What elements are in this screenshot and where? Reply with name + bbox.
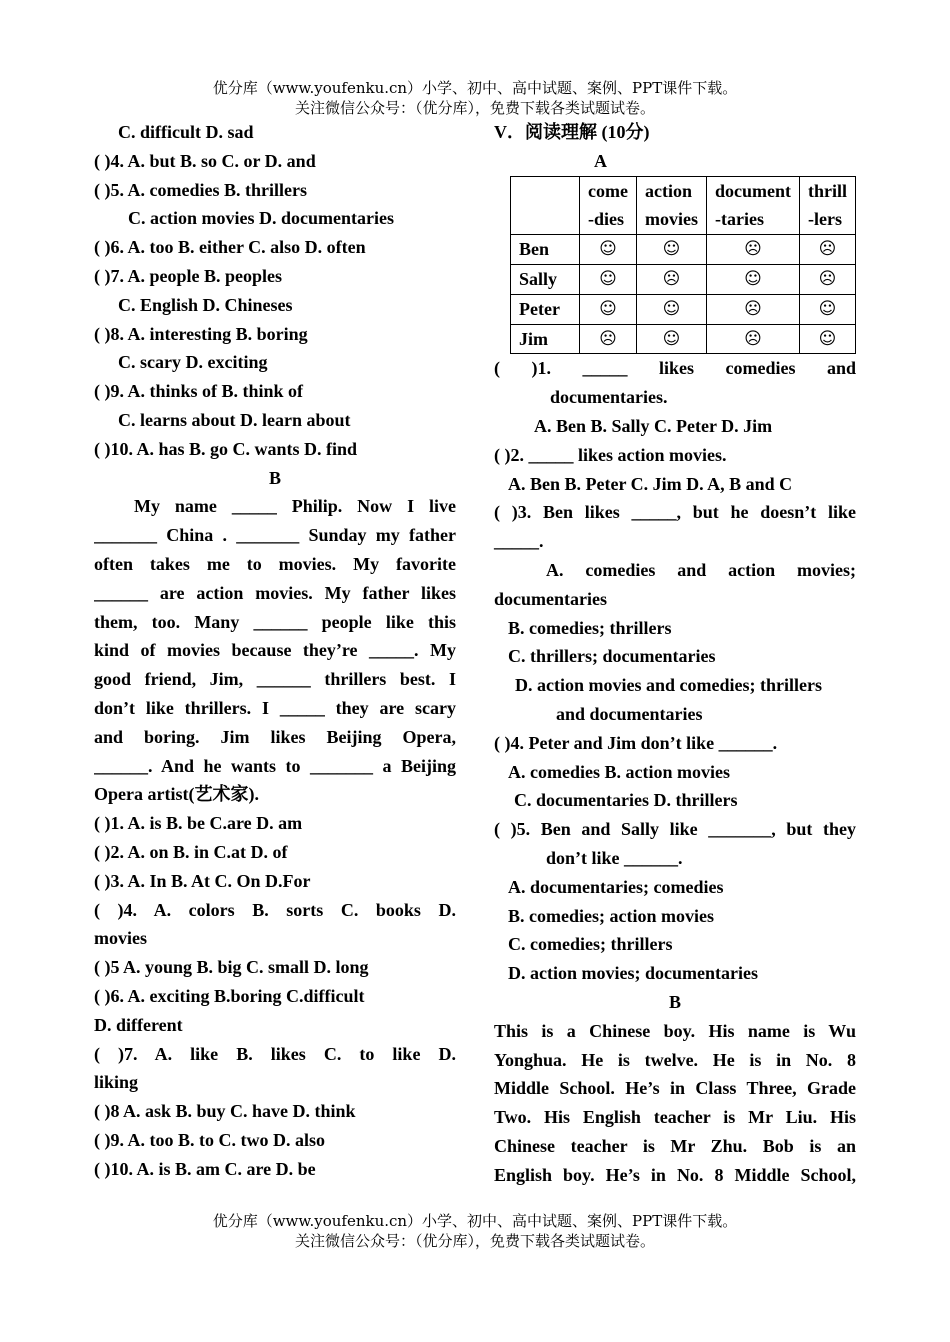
question-line: ( )8 A. ask B. buy C. have D. think xyxy=(94,1101,356,1122)
question-option-line: A. comedies and action movies; xyxy=(546,559,856,580)
passage-line: Chinese teacher is Mr Zhu. Bob is an xyxy=(494,1135,856,1156)
question-line: ( )6. A. too B. either C. also D. often xyxy=(94,237,366,258)
question-line: ( )2. A. on B. in C.at D. of xyxy=(94,841,288,862)
question-line: ( )3. A. In B. At C. On D.For xyxy=(94,870,311,891)
question-line: don’t like ______. xyxy=(546,847,683,868)
section-b-heading: B xyxy=(268,467,281,488)
question-line: liking xyxy=(94,1072,139,1093)
face-icon: ☺ xyxy=(637,294,707,324)
question-option-line: C. difficult D. sad xyxy=(118,122,254,142)
question-line: ( )3. Ben likes _____, but he doesn’t like xyxy=(494,502,856,523)
question-line: movies xyxy=(94,928,147,949)
question-line: ( )2. _____ likes action movies. xyxy=(494,444,727,465)
question-option-line: D. action movies; documentaries xyxy=(508,963,758,984)
face-icon: ☺ xyxy=(580,235,637,265)
face-icon: ☺ xyxy=(580,264,637,294)
table-header-cell: thrill -lers xyxy=(800,176,856,235)
question-option-line: A. Ben B. Peter C. Jim D. A, B and C xyxy=(508,473,793,494)
table-row xyxy=(511,235,856,265)
question-line: ( )9. A. thinks of B. think of xyxy=(94,381,304,402)
question-line: ( )8. A. interesting B. boring xyxy=(94,323,308,344)
question-line: ( )5. A. comedies B. thrillers xyxy=(94,179,307,200)
part-a-heading: A xyxy=(594,150,607,171)
passage-line: often takes me to movies. My favorite xyxy=(94,553,456,574)
face-icon: ☹ xyxy=(707,235,800,265)
face-icon: ☹ xyxy=(707,324,800,354)
question-option-line: C. thrillers; documentaries xyxy=(508,646,716,667)
passage-line: Opera artist(艺术家). xyxy=(94,784,259,805)
row-name: Jim xyxy=(511,324,580,354)
question-line: ( )1. _____ likes comedies and xyxy=(494,358,856,379)
right-column xyxy=(494,118,856,1189)
passage-line: _______ China . _______ Sunday my father xyxy=(94,525,456,546)
question-line: ( )1. A. is B. be C.are D. am xyxy=(94,813,303,834)
footer-line-2: 关注微信公众号：（优分库），免费下载各类试题试卷。 xyxy=(294,1232,655,1250)
page-footer xyxy=(0,1211,950,1251)
question-line: ( )6. A. exciting B.boring C.difficult xyxy=(94,985,365,1006)
question-line: ( )7. A. people B. peoples xyxy=(94,265,283,286)
passage-line: English boy. He’s in No. 8 Middle School, xyxy=(494,1164,856,1185)
question-option-line: B. comedies; thrillers xyxy=(508,617,672,638)
table-row xyxy=(511,294,856,324)
question-option-line: A. comedies B. action movies xyxy=(508,761,730,782)
question-line: documentaries. xyxy=(550,387,668,408)
passage-line: Two. His English teacher is Mr Liu. His xyxy=(494,1107,856,1128)
question-option-line: C. comedies; thrillers xyxy=(508,934,673,955)
question-option-line: A. Ben B. Sally C. Peter D. Jim xyxy=(534,415,773,436)
passage-line: don’t like thrillers. I _____ they are scary xyxy=(94,697,456,718)
passage-line: ______ are action movies. My father likes xyxy=(94,582,456,603)
table-row xyxy=(511,324,856,354)
question-option-line: A. documentaries; comedies xyxy=(508,876,724,897)
passage-line: Middle School. He’s in Class Three, Grade xyxy=(494,1078,856,1099)
preference-table xyxy=(510,176,856,355)
passage-line: kind of movies because they’re _____. My xyxy=(94,640,456,661)
question-option-line: and documentaries xyxy=(556,703,703,724)
question-line: ( )10. A. is B. am C. are D. be xyxy=(94,1158,316,1179)
header-line-2: 关注微信公众号：（优分库），免费下载各类试题试卷。 xyxy=(294,99,655,117)
passage-line: and boring. Jim likes Beijing Opera, xyxy=(94,726,456,747)
left-column xyxy=(94,118,456,1183)
question-line: ( )5 A. young B. big C. small D. long xyxy=(94,957,369,978)
face-icon: ☺ xyxy=(800,294,856,324)
question-line: D. different xyxy=(94,1014,183,1035)
question-option-line: documentaries xyxy=(494,588,607,609)
passage-line: them, too. Many ______ people like this xyxy=(94,611,456,632)
table-header-cell xyxy=(511,176,580,235)
passage-line: This is a Chinese boy. His name is Wu xyxy=(494,1020,856,1041)
question-line: ( )9. A. too B. to C. two D. also xyxy=(94,1129,325,1150)
row-name: Sally xyxy=(511,264,580,294)
face-icon: ☹ xyxy=(637,264,707,294)
face-icon: ☹ xyxy=(800,264,856,294)
question-option-line: C. documentaries D. thrillers xyxy=(514,790,738,811)
passage-line: ______. And he wants to _______ a Beijing xyxy=(94,755,456,776)
face-icon: ☹ xyxy=(580,324,637,354)
face-icon: ☺ xyxy=(637,235,707,265)
table-header-cell: come -dies xyxy=(580,176,637,235)
face-icon: ☺ xyxy=(580,294,637,324)
section-title: V．阅读理解 (10分) xyxy=(494,122,650,142)
question-option-line: C. action movies D. documentaries xyxy=(128,208,394,229)
row-name: Ben xyxy=(511,235,580,265)
question-line: ( )5. Ben and Sally like _______, but they xyxy=(494,819,856,840)
question-option-line: C. scary D. exciting xyxy=(118,352,268,373)
table-header-cell: document -taries xyxy=(707,176,800,235)
table-row xyxy=(511,264,856,294)
question-line: ( )7. A. like B. likes C. to like D. xyxy=(94,1043,456,1064)
footer-line-1: 优分库（www.youfenku.cn）小学、初中、高中试题、案例、PPT课件下载。 xyxy=(212,1212,738,1230)
face-icon: ☺ xyxy=(637,324,707,354)
question-option-line: B. comedies; action movies xyxy=(508,905,714,926)
page-header xyxy=(0,78,950,118)
face-icon: ☺ xyxy=(800,324,856,354)
passage-line: good friend, Jim, ______ thrillers best. I xyxy=(94,669,456,690)
row-name: Peter xyxy=(511,294,580,324)
question-option-line: C. English D. Chineses xyxy=(118,294,293,315)
passage-line: My name _____ Philip. Now I live xyxy=(134,496,456,517)
question-option-line: D. action movies and comedies; thrillers xyxy=(515,675,822,696)
table-header-row xyxy=(511,176,856,235)
face-icon: ☹ xyxy=(800,235,856,265)
header-line-1: 优分库（www.youfenku.cn）小学、初中、高中试题、案例、PPT课件下载。 xyxy=(212,79,738,97)
section-b-heading: B xyxy=(668,991,681,1012)
question-line: ( )4. Peter and Jim don’t like ______. xyxy=(494,732,778,753)
face-icon: ☹ xyxy=(707,294,800,324)
passage-line: Yonghua. He is twelve. He is in No. 8 xyxy=(494,1049,856,1070)
question-line: _____. xyxy=(494,531,544,552)
table-header-cell: action movies xyxy=(637,176,707,235)
question-line: ( )4. A. colors B. sorts C. books D. xyxy=(94,899,456,920)
question-option-line: C. learns about D. learn about xyxy=(118,409,351,430)
question-line: ( )10. A. has B. go C. wants D. find xyxy=(94,438,358,459)
question-line: ( )4. A. but B. so C. or D. and xyxy=(94,150,316,171)
face-icon: ☺ xyxy=(707,264,800,294)
